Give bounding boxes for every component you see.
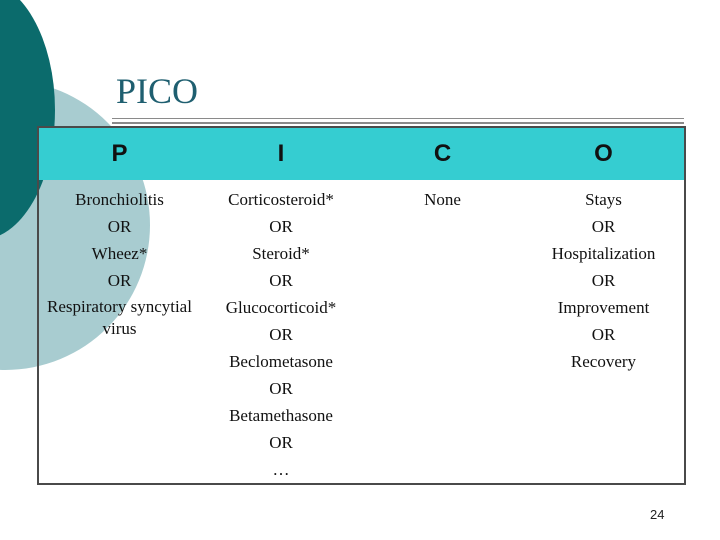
table-row xyxy=(38,180,685,484)
cell-population xyxy=(38,180,200,484)
cell-intervention xyxy=(200,180,362,484)
header-o: O xyxy=(523,127,685,180)
intervention-term: Corticosteroid* xyxy=(228,190,334,209)
intervention-or: OR xyxy=(269,271,293,290)
cell-comparison xyxy=(362,180,523,484)
intervention-term: Glucocorticoid* xyxy=(225,298,337,317)
page-number: 24 xyxy=(650,507,665,522)
outcome-or: OR xyxy=(591,217,616,236)
intervention-or: OR xyxy=(269,217,293,236)
intervention-term: Steroid* xyxy=(252,244,310,263)
outcome-term: Stays xyxy=(585,190,622,209)
slide-title: PICO xyxy=(116,71,199,111)
intervention-or: OR xyxy=(269,379,293,398)
outcome-or: OR xyxy=(591,325,616,344)
comparison-term: None xyxy=(424,190,461,209)
outcome-or: OR xyxy=(591,271,616,290)
cell-outcome xyxy=(523,180,685,484)
intervention-or: OR xyxy=(269,325,293,344)
title-underline-thick xyxy=(112,122,684,124)
outcome-term: Hospitalization xyxy=(551,244,656,263)
table-header-row xyxy=(38,127,685,180)
header-c: C xyxy=(362,127,523,180)
title-underline xyxy=(112,118,684,119)
population-or: OR xyxy=(107,217,132,236)
population-term: Wheez* xyxy=(91,244,148,263)
pico-table xyxy=(37,126,686,485)
intervention-ellipsis: … xyxy=(272,460,290,479)
population-or: OR xyxy=(107,271,132,290)
header-i: I xyxy=(200,127,362,180)
outcome-term: Recovery xyxy=(570,352,637,371)
intervention-term: Beclometasone xyxy=(229,352,333,371)
intervention-or: OR xyxy=(269,433,293,452)
population-term: Bronchiolitis xyxy=(75,190,164,209)
intervention-term: Betamethasone xyxy=(229,406,333,425)
population-term: Respiratory syncytial virus xyxy=(47,297,192,338)
header-p: P xyxy=(38,127,200,180)
outcome-term: Improvement xyxy=(557,298,650,317)
